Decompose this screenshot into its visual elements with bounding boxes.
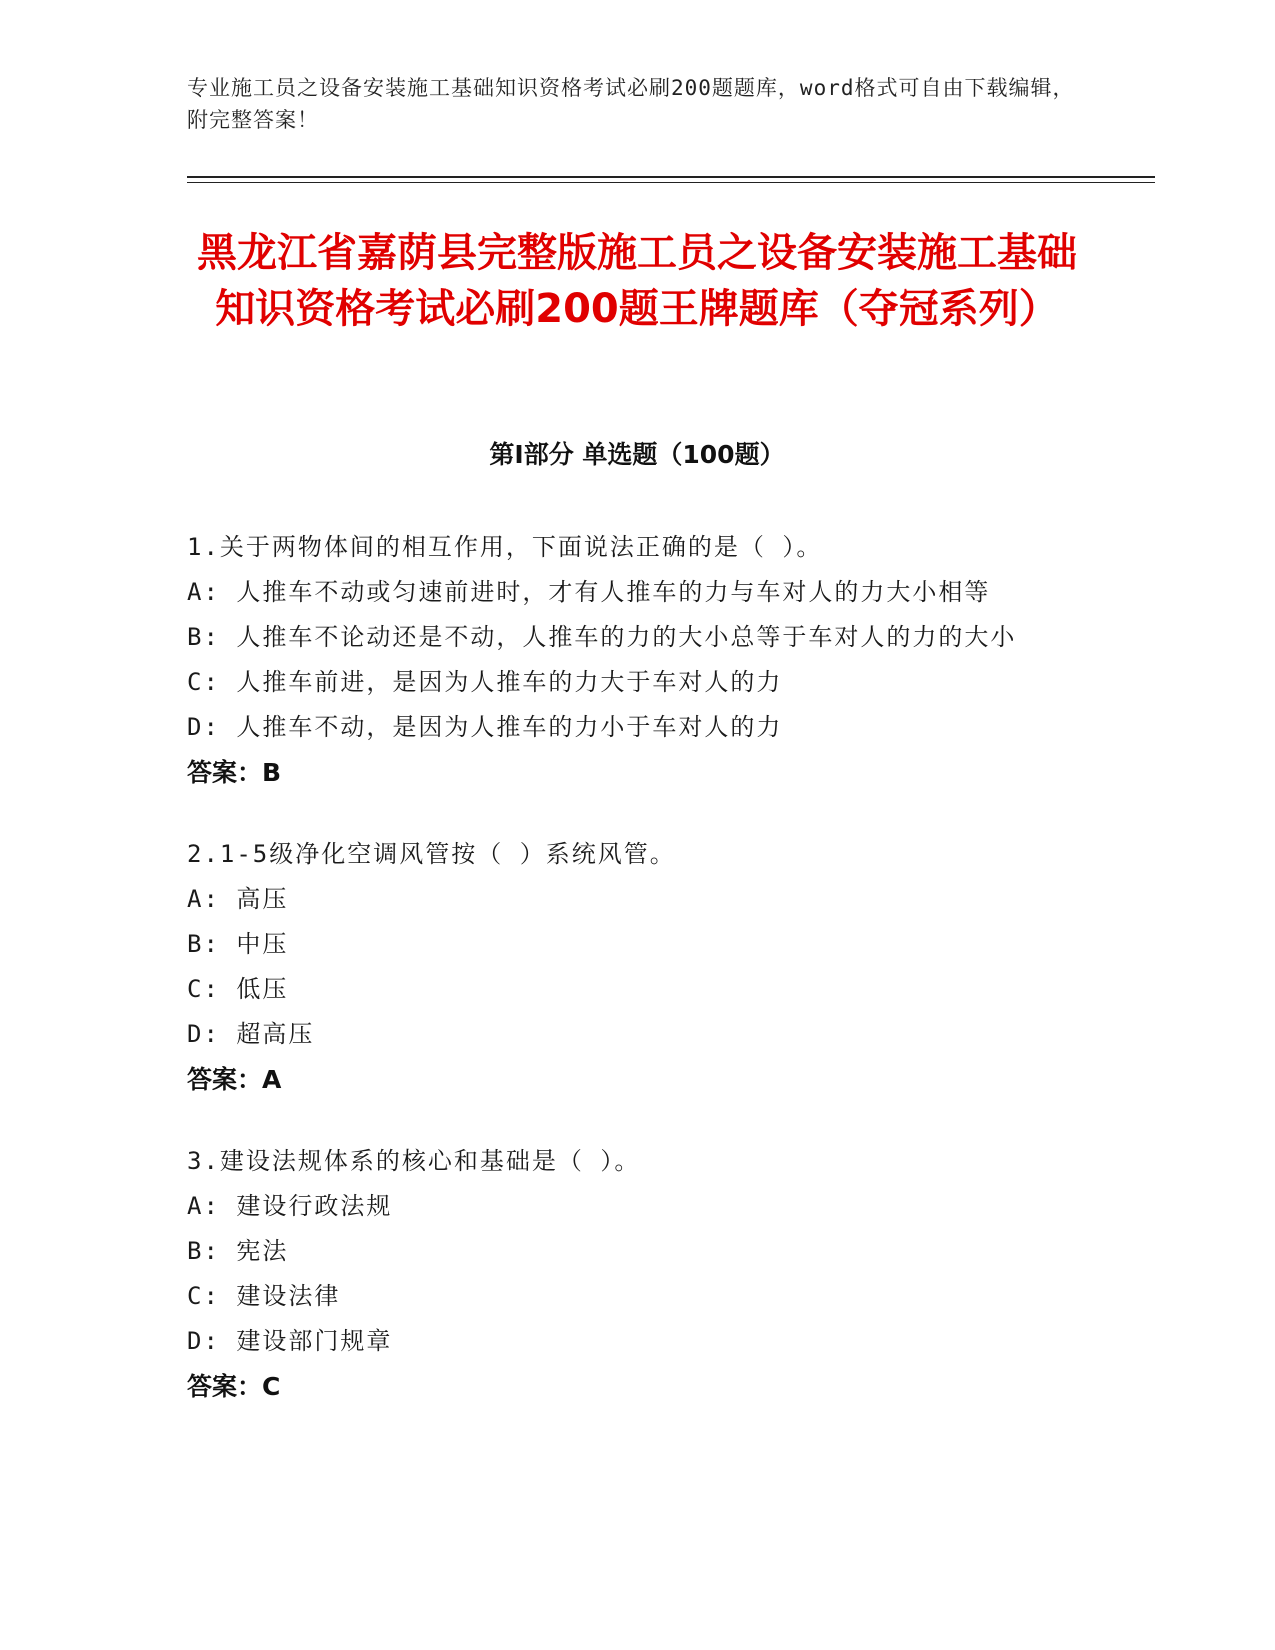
document-title: 黑龙江省嘉荫县完整版施工员之设备安装施工基础知识资格考试必刷200题王牌题库（夺冠系列） [197, 230, 1077, 332]
option-a: A: 人推车不动或匀速前进时，才有人推车的力与车对人的力大小相等 [187, 578, 991, 606]
header-divider-thin [187, 182, 1155, 183]
option-d: D: 超高压 [187, 1020, 315, 1048]
question-stem: 2.1-5级净化空调风管按（ ）系统风管。 [187, 840, 676, 868]
header-divider-thick [187, 176, 1155, 178]
option-c: C: 建设法律 [187, 1282, 341, 1310]
question-stem: 1.关于两物体间的相互作用，下面说法正确的是（ ）。 [187, 533, 823, 561]
option-d: D: 建设部门规章 [187, 1327, 393, 1355]
header-note: 专业施工员之设备安装施工基础知识资格考试必刷200题题库，word格式可自由下载编辑，附完整答案！ [187, 76, 1075, 132]
option-b: B: 宪法 [187, 1237, 289, 1265]
answer-label: 答案：A [187, 1065, 282, 1094]
question-list [187, 525, 1067, 1446]
option-d: D: 人推车不动，是因为人推车的力小于车对人的力 [187, 713, 783, 741]
question-stem: 3.建设法规体系的核心和基础是（ ）。 [187, 1147, 641, 1175]
question-item [187, 832, 1067, 1102]
option-b: B: 人推车不论动还是不动，人推车的力的大小总等于车对人的力的大小 [187, 623, 1017, 651]
option-b: B: 中压 [187, 930, 289, 958]
section-title: 第Ⅰ部分 单选题（100题） [489, 440, 785, 469]
answer-label: 答案：C [187, 1372, 281, 1401]
answer-label: 答案：B [187, 758, 282, 787]
option-c: C: 低压 [187, 975, 289, 1003]
option-c: C: 人推车前进，是因为人推车的力大于车对人的力 [187, 668, 783, 696]
option-a: A: 建设行政法规 [187, 1192, 393, 1220]
question-item [187, 1139, 1067, 1409]
option-a: A: 高压 [187, 885, 289, 913]
question-item [187, 525, 1067, 795]
